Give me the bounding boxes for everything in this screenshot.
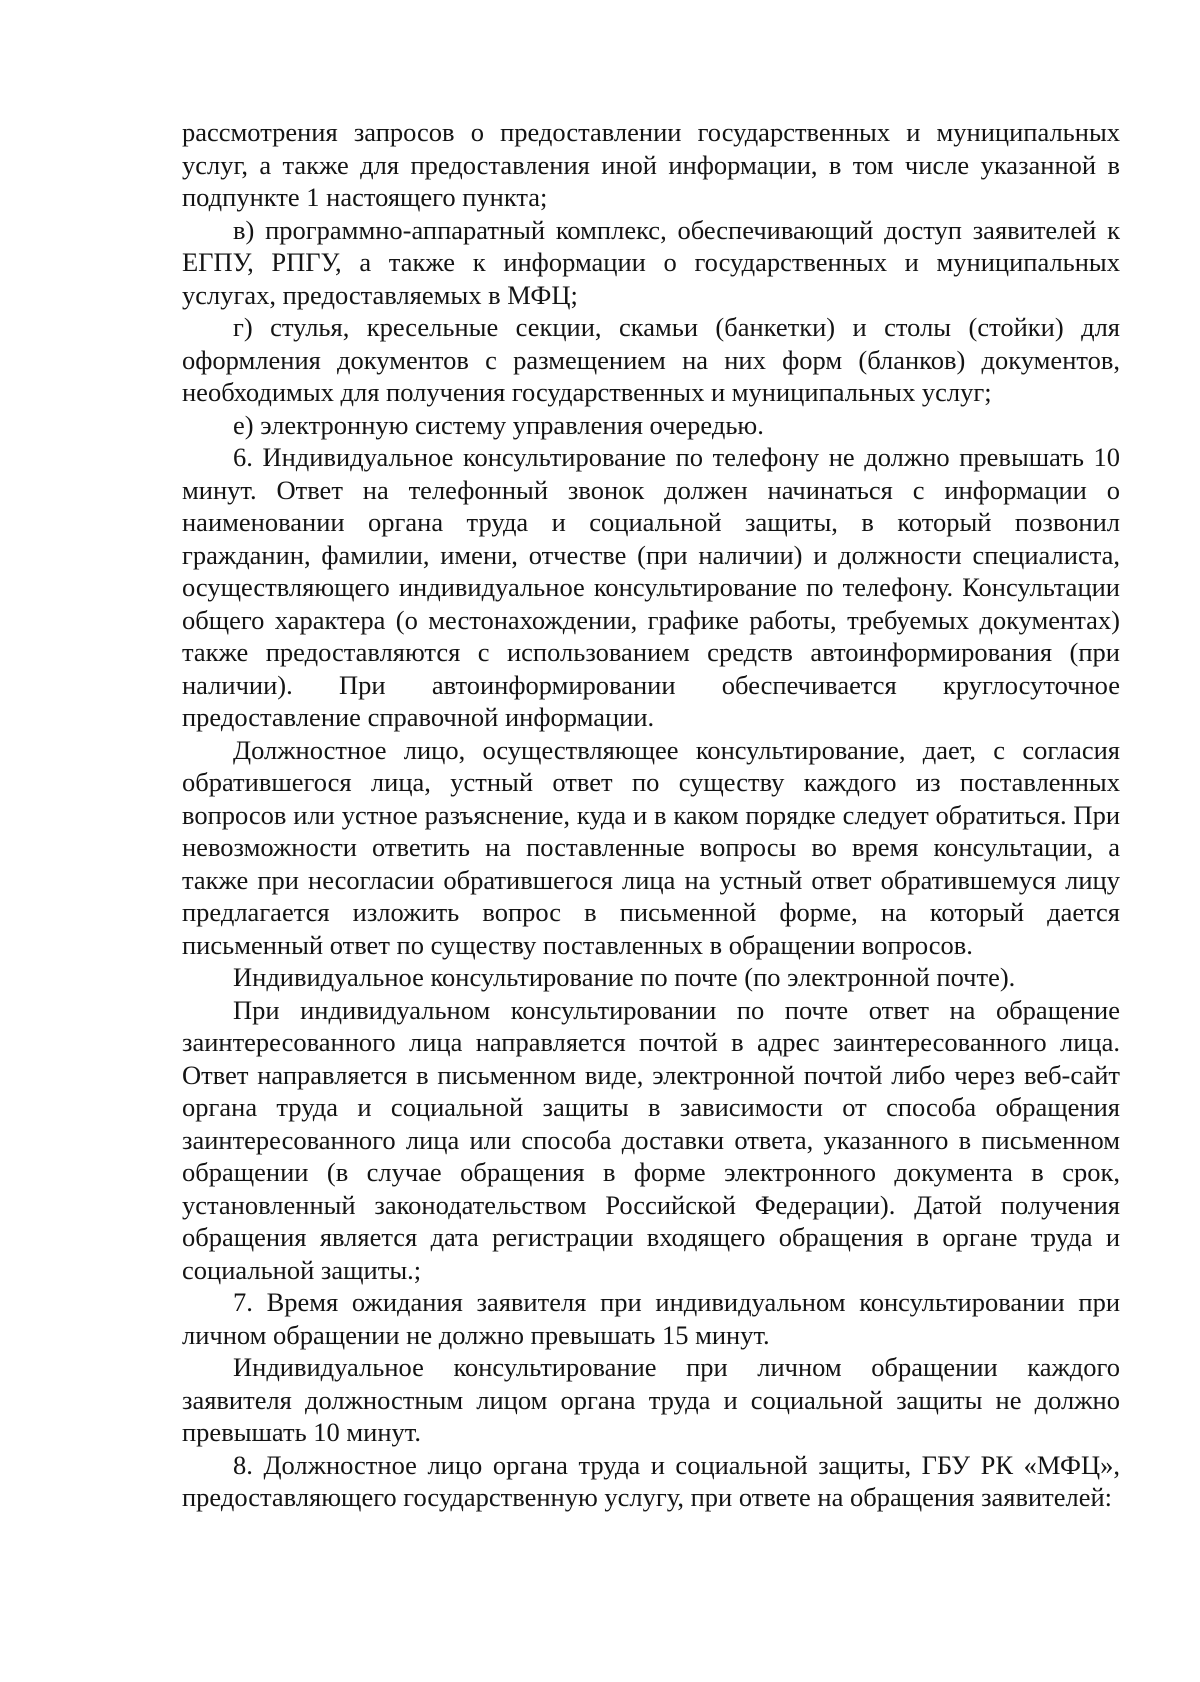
paragraph-section-8: 8. Должностное лицо органа труда и социальной защиты, ГБУ РК «МФЦ», предоставляющего государственную услугу, при ответе на обращения заявителей: bbox=[182, 1449, 1120, 1512]
paragraph-section-6: 6. Индивидуальное консультирование по телефону не должно превышать 10 минут. Ответ на телефонный звонок должен начинаться с информации о наименовании органа труда и социальной защиты, в который позвонил гражданин, фамилии, имени, отчестве (при наличии) и должности специалиста, осуществляющего индивидуальное консультирование по телефону. Консультации общего характера (о местонахождении, графике работы, требуемых документах) также предоставляются с использованием средств автоинформирования (при наличии). При автоинформировании обеспечивается круглосуточное предоставление справочной информации. bbox=[182, 442, 1120, 732]
paragraph-mail-consulting: Индивидуальное консультирование по почте (по электронной почте). bbox=[233, 962, 1016, 992]
paragraph-item-e: е) электронную систему управления очередью. bbox=[233, 409, 764, 440]
paragraph-mail-consulting-details: При индивидуальном консультировании по почте ответ на обращение заинтересованного лица направляется почтой в адрес заинтересованного лица. Ответ направляется в письменном виде, электронной почтой либо через веб-сайт органа труда и социальной защиты в зависимости от способа обращения заинтересованного лица или способа доставки ответа, указанного в письменном обращении (в случае обращения в форме электронного документа в срок, установленный законодательством Российской Федерации). Датой получения обращения является дата регистрации входящего обращения в органе труда и социальной защиты.; bbox=[182, 994, 1120, 1285]
paragraph-official-consulting: Должностное лицо, осуществляющее консультирование, дает, с согласия обратившегося лица, устный ответ по существу каждого из поставленных вопросов или устное разъяснение, куда и в каком порядке следует обратиться. При невозможности ответить на поставленные вопросы во время консультации, а также при несогласии обратившегося лица на устный ответ обратившемуся лицу предлагается изложить вопрос в письменной форме, на который дается письменный ответ по существу поставленных в обращении вопросов. bbox=[182, 734, 1120, 960]
paragraph-item-g: г) стулья, кресельные секции, скамьи (банкетки) и столы (стойки) для оформления документов с размещением на них форм (бланков) документов, необходимых для получения государственных и муниципальных услуг; bbox=[182, 312, 1120, 407]
paragraph-continuation: рассмотрения запросов о предоставлении государственных и муниципальных услуг, а также для предоставления иной информации, в том числе указанной в подпункте 1 настоящего пункта; bbox=[182, 117, 1120, 212]
paragraph-section-7: 7. Время ожидания заявителя при индивидуальном консультировании при личном обращении не должно превышать 15 минут. bbox=[182, 1287, 1120, 1350]
paragraph-item-v: в) программно-аппаратный комплекс, обеспечивающий доступ заявителей к ЕГПУ, РПГУ, а также к информации о государственных и муниципальных услугах, предоставляемых в МФЦ; bbox=[182, 214, 1120, 310]
document-page bbox=[182, 116, 1120, 1514]
paragraph-personal-consulting: Индивидуальное консультирование при личном обращении каждого заявителя должностным лицом органа труда и социальной защиты не должно превышать 10 минут. bbox=[182, 1352, 1120, 1447]
